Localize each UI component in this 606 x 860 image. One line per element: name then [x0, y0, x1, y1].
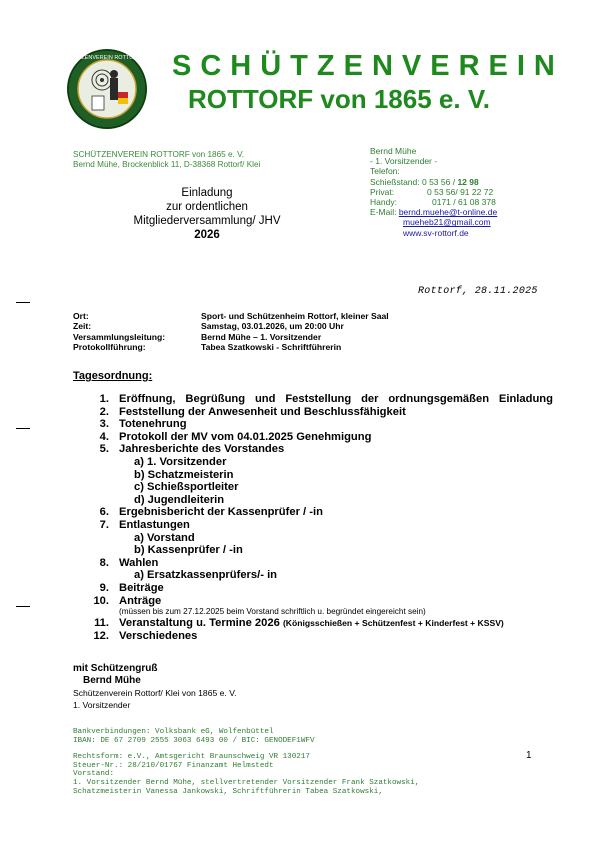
club-seal-icon: [66, 48, 148, 130]
signature-block: [73, 663, 237, 711]
invitation-year: 2026: [194, 229, 220, 241]
agenda-item: [73, 519, 553, 532]
invitation-line: Mitgliederversammlung/ JHV: [133, 215, 281, 227]
punch-mark: [16, 428, 30, 429]
website-row: [370, 228, 497, 238]
agenda-item-title: Entlastungen: [119, 518, 190, 531]
invitation-line: Einladung: [181, 187, 233, 199]
agenda-item: [73, 607, 553, 617]
club-title-line1: SCHÜTZENVEREIN: [172, 50, 564, 82]
agenda-item: [73, 494, 553, 507]
agenda-subitem: c) Schießsportleiter: [134, 481, 239, 494]
agenda-item: [73, 443, 553, 456]
invitation-heading: [118, 186, 296, 242]
agenda-word: und: [254, 393, 276, 405]
email-link-2[interactable]: mueheb21@gmail.com: [403, 217, 491, 228]
agenda-item-number: 12.: [93, 629, 109, 642]
agenda-item-number: 2.: [99, 405, 109, 418]
meeting-detail-value: Sport- und Schützenheim Rottorf, kleiner Saal: [201, 311, 389, 321]
agenda-subitem: b) Schatzmeisterin: [134, 468, 234, 481]
agenda-item-text: [119, 418, 553, 431]
fold-mark: [16, 302, 30, 303]
agenda-item-number: 6.: [99, 506, 109, 519]
agenda-item: [73, 557, 553, 570]
agenda-item-text: [119, 406, 553, 419]
contact-block: [370, 146, 497, 238]
agenda-item: [73, 506, 553, 519]
agenda-item-text: [119, 393, 553, 406]
meeting-detail-value: Bernd Mühe – 1. Vorsitzender: [201, 331, 322, 342]
meeting-detail-label: Ort:: [73, 311, 89, 321]
agenda-item-title: Protokoll der MV vom 04.01.2025 Genehmigung: [119, 430, 372, 443]
email-row-2: [370, 217, 497, 227]
board-line: Schatzmeisterin Vanessa Jankowski, Schriftführerin Tabea Szatkowski,: [73, 787, 383, 796]
meeting-detail-label: Zeit:: [73, 321, 92, 332]
agenda-list: [73, 393, 553, 642]
agenda-word: Eröffnung,: [119, 393, 176, 405]
agenda-item-text: [119, 431, 553, 444]
date-line: Rottorf, 28.11.2025: [418, 286, 538, 297]
agenda-item: [73, 630, 553, 643]
agenda-item-text: [119, 506, 553, 519]
agenda-subitem: b) Kassenprüfer / -in: [134, 544, 243, 557]
agenda-item-number: [73, 469, 119, 482]
contact-name: Bernd Mühe: [370, 146, 417, 156]
legal-line: Rechtsform: e.V., Amtsgericht Braunschweig VR 130217: [73, 753, 310, 762]
bank-line: IBAN: DE 67 2709 2555 3063 6493 00 / BIC: GENODEF1WFV: [73, 736, 315, 745]
agenda-item-text: [119, 582, 553, 595]
agenda-item-text: [119, 557, 553, 570]
agenda-item-number: [73, 569, 119, 582]
agenda-item-text: [119, 595, 553, 608]
club-title-line2: ROTTORF von 1865 e. V.: [188, 84, 490, 114]
agenda-item-number: [73, 544, 119, 557]
agenda-item-title: Anträge: [119, 594, 162, 607]
sender-line: Bernd Mühe, Brockenblick 11, D-38368 Rottorf/ Klei: [73, 160, 261, 169]
agenda-item-title: Beiträge: [119, 581, 164, 594]
agenda-subitem: a) Vorstand: [134, 531, 195, 544]
agenda-item-title: Wahlen: [119, 556, 159, 569]
agenda-item: [73, 617, 553, 630]
agenda-item-text: [119, 443, 553, 456]
agenda-item: [73, 481, 553, 494]
agenda-subitem: a) 1. Vorsitzender: [134, 455, 227, 468]
mobile-phone: Handy: 0171 / 61 08 378: [370, 197, 496, 208]
legal-line: Steuer-Nr.: 28/210/01767 Finanzamt Helmstedt: [73, 761, 274, 770]
fold-mark: [16, 606, 30, 607]
agenda-item-title: Totenehrung: [119, 418, 187, 431]
agenda-item-number: [73, 456, 119, 469]
agenda-subitem: d) Jugendleiterin: [134, 493, 225, 506]
agenda-word: Einladung: [498, 393, 553, 405]
agenda-note: (müssen bis zum 27.12.2025 beim Vorstand schriftlich u. begründet eingereicht sein): [119, 607, 426, 617]
agenda-subitem: a) Ersatzkassenprüfers/- in: [134, 569, 278, 582]
agenda-word: ordnungsgemäßen: [388, 393, 490, 405]
agenda-item: [73, 393, 553, 406]
agenda-item: [73, 595, 553, 608]
agenda-word: Begrüßung: [185, 393, 246, 405]
phone-label: Telefon:: [370, 166, 400, 177]
signer-name: Bernd Mühe: [83, 675, 141, 686]
agenda-item-number: 7.: [99, 518, 109, 531]
sender-line: SCHÜTZENVEREIN ROTTORF von 1865 e. V.: [73, 150, 245, 159]
agenda-item-number: [73, 481, 119, 494]
agenda-item-text: [119, 630, 553, 643]
agenda-item-number: 10.: [93, 594, 109, 607]
agenda-item: [73, 469, 553, 482]
agenda-item-number: 8.: [99, 556, 109, 569]
agenda-heading: Tagesordnung:: [73, 370, 153, 382]
agenda-item-number: 1.: [99, 393, 109, 405]
svg-text:SCHÜTZENVEREIN ROTTORF e.V.: SCHÜTZENVEREIN ROTTORF e.V.: [66, 55, 148, 61]
signer-club: Schützenverein Rottorf/ Klei von 1865 e. V.: [73, 688, 237, 698]
agenda-word: Feststellung: [285, 393, 352, 405]
agenda-item: [73, 582, 553, 595]
bank-line: Bankverbindungen: Volksbank eG, Wolfenbüttel: [73, 728, 274, 736]
agenda-item-number: 3.: [99, 418, 109, 431]
agenda-item-detail: (Königsschießen + Schützenfest + Kinderfest + KSSV): [282, 618, 504, 629]
agenda-item: [73, 569, 553, 582]
agenda-item-title: Ergebnisbericht der Kassenprüfer / -in: [119, 506, 323, 519]
meeting-detail-label: Protokollführung:: [73, 341, 146, 352]
meeting-detail-label: Versammlungsleitung:: [73, 331, 166, 342]
agenda-item: [73, 456, 553, 469]
agenda-item-text: [119, 519, 553, 532]
agenda-item: [73, 544, 553, 557]
agenda-item-title: Verschiedenes: [119, 629, 198, 642]
invitation-line: zur ordentlichen: [166, 201, 248, 213]
board-label: Vorstand:: [73, 770, 115, 779]
meeting-detail-row: [73, 321, 389, 331]
agenda-item-number: [73, 494, 119, 507]
agenda-item-text: [119, 617, 553, 630]
meeting-detail-row: [73, 342, 389, 352]
agenda-item: [73, 418, 553, 431]
sender-address: [73, 150, 260, 170]
agenda-item-title: Jahresberichte des Vorstandes: [119, 443, 285, 456]
contact-role: - 1. Vorsitzender -: [370, 156, 438, 167]
agenda-item-number: 4.: [99, 430, 109, 443]
agenda-item-number: [73, 607, 119, 617]
agenda-item-title: Feststellung der Anwesenheit und Beschlussfähigkeit: [119, 405, 406, 418]
range-phone: Schießstand: 0 53 56 / 12 98: [370, 176, 479, 187]
private-phone: Privat: 0 53 56/ 91 22 72: [370, 186, 494, 197]
meeting-details: [73, 311, 389, 352]
meeting-detail-value: Samstag, 03.01.2026, um 20:00 Uhr: [201, 321, 344, 332]
page-number: 1: [526, 750, 532, 761]
email-row: E-Mail: bernd.muehe@t-online.de: [370, 207, 498, 218]
agenda-item-number: [73, 532, 119, 545]
club-logo: [66, 48, 148, 130]
footer: [73, 728, 419, 796]
agenda-item: [73, 431, 553, 444]
agenda-item-number: 5.: [99, 443, 109, 456]
agenda-word: der: [361, 393, 379, 405]
meeting-detail-value: Tabea Szatkowski - Schriftführerin: [201, 341, 342, 352]
agenda-item-title: Veranstaltung u. Termine 2026: [119, 617, 283, 630]
meeting-detail-row: [73, 311, 389, 321]
agenda-item: [73, 406, 553, 419]
email-link-1[interactable]: bernd.muehe@t-online.de: [398, 207, 498, 218]
board-line: 1. Vorsitzender Bernd Mühe, stellvertretender Vorsitzender Frank Szatkowski,: [73, 778, 420, 787]
agenda-item-number: 9.: [99, 581, 109, 594]
meeting-detail-row: [73, 332, 389, 342]
agenda-item-number: 11.: [94, 617, 109, 630]
signer-role: 1. Vorsitzender: [73, 700, 131, 710]
website-link[interactable]: www.sv-rottorf.de: [403, 227, 469, 238]
greeting: mit Schützengruß: [73, 663, 158, 674]
agenda-item: [73, 532, 553, 545]
